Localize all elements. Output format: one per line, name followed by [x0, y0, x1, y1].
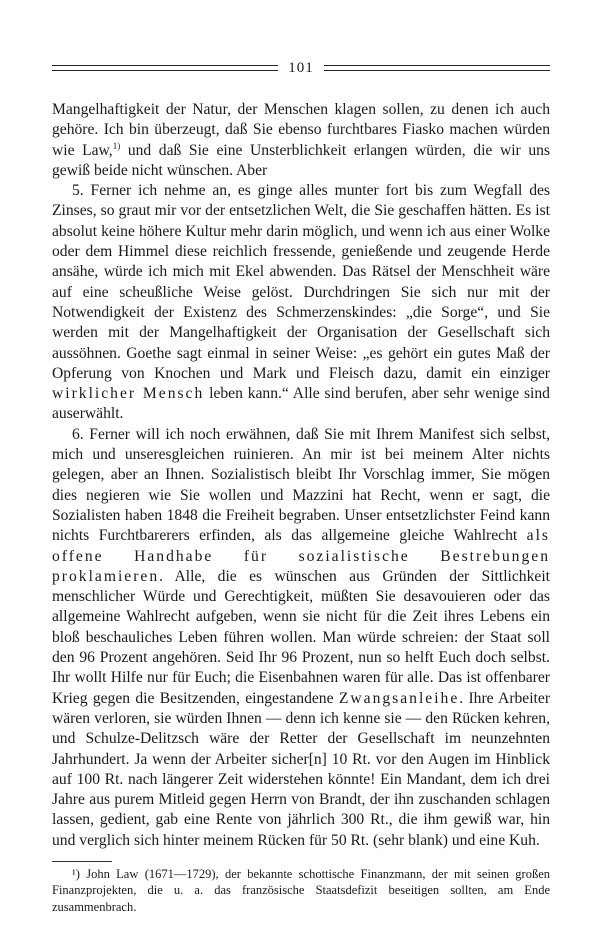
- paragraph-text: leben kann.“ Alle sind berufen, aber sehr wenige sind auserwählt.: [52, 385, 550, 423]
- paragraph-text: 6. Ferner will ich noch erwähnen, daß Sie mit Ihrem Manifest sich selbst, mich und unseresgleichen ruinieren. An mir ist bei meinem Alter nichts gelegen, aber an Ihnen. Sozialistisch bleibt Ihr Vorschlag immer, Sie mögen dies negieren wie Sie wollen und Mazzini hat Recht, wenn er sagt, die Sozialisten haben 1848 die Freiheit begraben. Unser entsetzlichster Feind kann nichts Furchtbarerers erfinden, als das allgemeine gleiche Wahlrecht: [52, 425, 550, 545]
- footnote-reference: 1): [112, 140, 121, 151]
- footnote-text: John Law (1671—1729), der bekannte schottische Finanzmann, der mit seinen großen Finanzprojekten, die u. a. das französische Staatsdefizit beseitigen sollten, am Ende zusammenbrach.: [52, 866, 550, 914]
- footnote: [52, 866, 550, 916]
- header-rule-right: [324, 65, 550, 71]
- paragraph-6: [52, 425, 550, 851]
- paragraph-5: [52, 181, 550, 425]
- paragraph-continued: [52, 100, 550, 181]
- paragraph-text: und daß Sie eine Unsterblichkeit erlangen würden, die wir uns gewiß beide nicht wünschen. Aber: [52, 141, 550, 179]
- book-page: [52, 58, 550, 915]
- emphasis-spaced: wirklicher Mensch: [52, 385, 205, 403]
- footnote-rule: [52, 861, 112, 862]
- paragraph-text: . Ihre Arbeiter wären verloren, sie würden Ihnen — denn ich kenne sie — den Rücken kehren, und Schulze-Delitzsch wäre der Retter der Gesellschaft im neunzehnten Jahrhundert. Ja wenn der Arbeiter sicher[n] 10 Rt. vor den Augen im Hinblick auf 100 Rt. nach längerer Zeit widerstehen könnte! Ein Mandant, dem ich drei Jahre aus purem Mitleid gegen Herrn von Brandt, der ihn zuschanden schlagen lassen, gedient, gab eine Rente von jährlich 300 Rt., die ihm gewiß war, hin und verglich sich hinter meinem Rücken für 50 Rt. (sehr blank) und eine Kuh.: [52, 689, 551, 849]
- paragraph-text: 5. Ferner ich nehme an, es ginge alles munter fort bis zum Wegfall des Zinses, so graut mir vor der entsetzlichen Welt, die Sie geschaffen hätten. Es ist absolut keine höhere Kultur mehr darin möglich, und wenn ich aus einer Wolke oder dem Himmel diese reichlich fressende, genießende und zeugende Herde ansähe, würde ich mich mit Ekel abwenden. Das Rätsel der Menschheit wäre auf eine scheußliche Weise gelöst. Durchdringen Sie sich nur mit der Notwendigkeit der Existenz des Schmerzenskindes: „die Sorge“, und Sie werden mit der Mangelhaftigkeit der Organisation der Gesellschaft sich aussöhnen. Goethe sagt einmal in seiner Weise: „es gehört ein gutes Maß der Opferung von Knochen und Mark und Fleisch dazu, damit ein einziger: [52, 182, 550, 382]
- footnote-marker: ¹): [72, 866, 80, 881]
- page-number: 101: [288, 59, 314, 76]
- running-head: [52, 58, 550, 78]
- body-text: [52, 100, 550, 851]
- paragraph-text: Mangelhaftigkeit der Natur, der Menschen klagen sollen, zu denen ich auch gehöre. Ich bin überzeugt, daß Sie ebenso furchtbares Fiasko machen würden wie Law,: [52, 101, 550, 159]
- paragraph-text: . Alle, die es wünschen aus Gründen der Sittlichkeit menschlicher Würde und Gerechtigkeit, müßten Sie desavouieren oder das allgemeine Wahlrecht aufgeben, wenn sie nicht für die Zeit ihres Lebens ein bloß beschauliches Leben führen wollen. Man würde schreien: der Staat soll den 96 Prozent angehören. Seid Ihr 96 Prozent, nun so helft Euch doch selbst. Ihr wollt Hilfe nur für Euch; die Eisenbahnen waren für alle. Das ist offenbarer Krieg gegen die Besitzenden, eingestandene: [52, 567, 550, 707]
- emphasis-spaced: als offene Handhabe für sozialistische Bestrebungen proklamieren: [52, 527, 550, 585]
- header-rule-left: [52, 65, 278, 71]
- emphasis-spaced: Zwangsanleihe: [338, 689, 460, 707]
